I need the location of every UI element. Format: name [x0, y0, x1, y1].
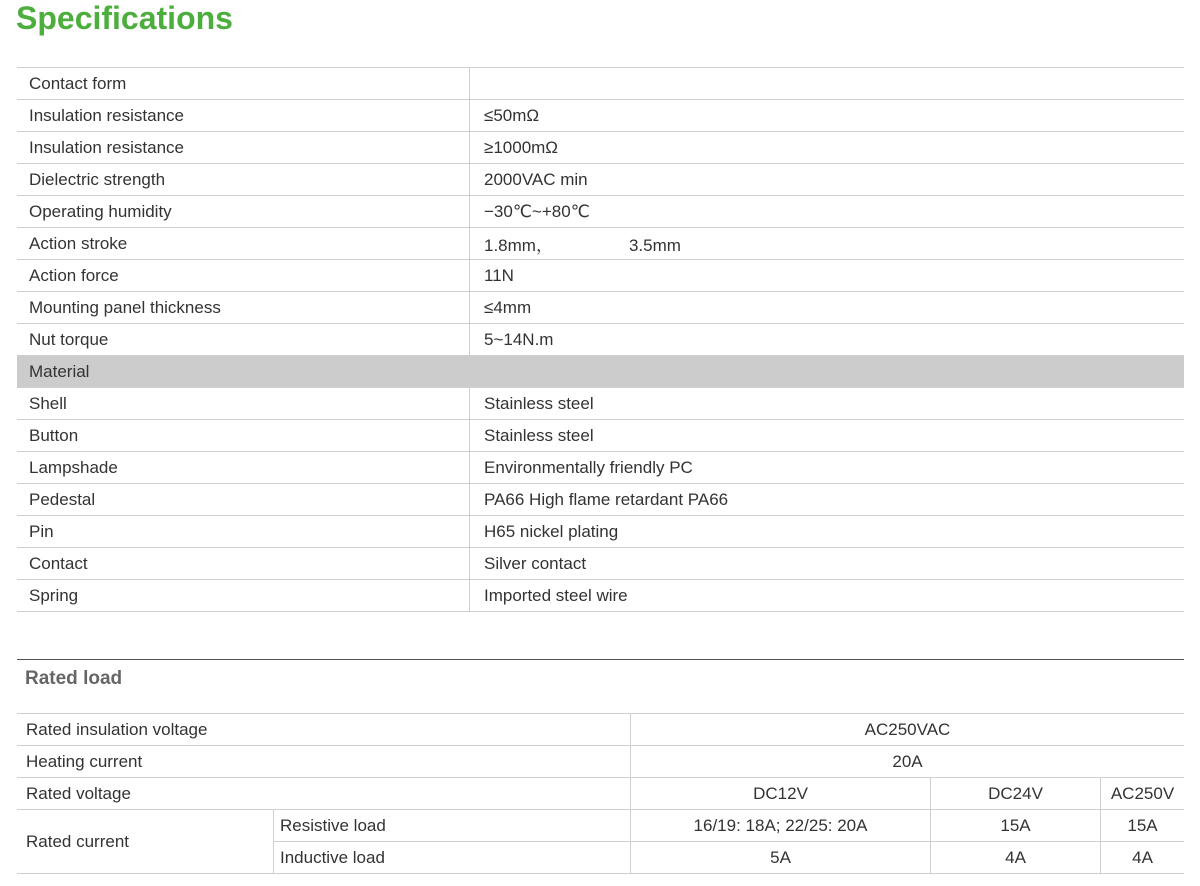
- spec-value: 11N: [470, 260, 1185, 292]
- inductive-load-ac250v: 4A: [1101, 842, 1184, 874]
- material-label: Pin: [17, 516, 470, 548]
- table-row: [17, 388, 1184, 420]
- material-value: Stainless steel: [470, 388, 1185, 420]
- material-label: Lampshade: [17, 452, 470, 484]
- resistive-load-dc24v: 15A: [931, 810, 1101, 842]
- table-row: [17, 714, 1184, 746]
- heating-current-value: 20A: [631, 746, 1184, 778]
- inductive-load-dc12v: 5A: [631, 842, 931, 874]
- spec-value: ≤50mΩ: [470, 100, 1185, 132]
- spec-value: ≤4mm: [470, 292, 1185, 324]
- spec-label: Contact form: [17, 68, 470, 100]
- rated-load-table: [17, 713, 1184, 874]
- material-label: Button: [17, 420, 470, 452]
- table-row: [17, 452, 1184, 484]
- stroke-value-2: 3.5mm: [628, 236, 681, 255]
- resistive-load-label: Resistive load: [274, 810, 631, 842]
- table-row: [17, 196, 1184, 228]
- rated-current-label: Rated current: [17, 810, 274, 874]
- material-value: Environmentally friendly PC: [470, 452, 1185, 484]
- spec-value: −30℃~+80℃: [470, 196, 1185, 228]
- material-section-row: [17, 356, 1184, 388]
- rated-load-title: Rated load: [25, 668, 123, 689]
- table-row: [17, 778, 1184, 810]
- resistive-load-ac250v: 15A: [1101, 810, 1184, 842]
- spec-label: Operating humidity: [17, 196, 470, 228]
- spec-label: Insulation resistance: [17, 132, 470, 164]
- material-header: Material: [17, 356, 1184, 388]
- voltage-dc12v: DC12V: [631, 778, 931, 810]
- rated-voltage-label: Rated voltage: [17, 778, 631, 810]
- voltage-dc24v: DC24V: [931, 778, 1101, 810]
- table-row: [17, 260, 1184, 292]
- table-row: [17, 292, 1184, 324]
- table-row: [17, 548, 1184, 580]
- material-label: Pedestal: [17, 484, 470, 516]
- table-row: [17, 132, 1184, 164]
- table-row: [17, 484, 1184, 516]
- resistive-load-dc12v: 16/19: 18A; 22/25: 20A: [631, 810, 931, 842]
- table-row: [17, 420, 1184, 452]
- rated-load-heading: [17, 659, 1184, 714]
- material-label: Contact: [17, 548, 470, 580]
- voltage-ac250v: AC250V: [1101, 778, 1184, 810]
- spec-value: 2000VAC min: [470, 164, 1185, 196]
- heating-current-label: Heating current: [17, 746, 631, 778]
- page-title: Specifications: [16, 0, 233, 36]
- table-row: [17, 324, 1184, 356]
- spec-label: Insulation resistance: [17, 100, 470, 132]
- spec-value: [470, 228, 1185, 260]
- material-value: Stainless steel: [470, 420, 1185, 452]
- table-row: [17, 164, 1184, 196]
- spec-label: Action force: [17, 260, 470, 292]
- table-row: [17, 516, 1184, 548]
- material-label: Shell: [17, 388, 470, 420]
- table-row: [17, 580, 1184, 612]
- table-row: [17, 100, 1184, 132]
- table-row: [17, 810, 1184, 842]
- rated-insulation-voltage-value: AC250VAC: [631, 714, 1184, 746]
- inductive-load-dc24v: 4A: [931, 842, 1101, 874]
- material-value: Silver contact: [470, 548, 1185, 580]
- material-value: H65 nickel plating: [470, 516, 1185, 548]
- specifications-table: [17, 67, 1184, 612]
- spec-value: 5~14N.m: [470, 324, 1185, 356]
- inductive-load-label: Inductive load: [274, 842, 631, 874]
- table-row: [17, 228, 1184, 260]
- spec-label: Nut torque: [17, 324, 470, 356]
- spec-label: Action stroke: [17, 228, 470, 260]
- spec-label: Mounting panel thickness: [17, 292, 470, 324]
- spec-value: ≥1000mΩ: [470, 132, 1185, 164]
- material-label: Spring: [17, 580, 470, 612]
- spec-value: [470, 68, 1185, 100]
- material-value: PA66 High flame retardant PA66: [470, 484, 1185, 516]
- table-row: [17, 746, 1184, 778]
- material-value: Imported steel wire: [470, 580, 1185, 612]
- spec-label: Dielectric strength: [17, 164, 470, 196]
- table-row: [17, 68, 1184, 100]
- rated-insulation-voltage-label: Rated insulation voltage: [17, 714, 631, 746]
- stroke-value-1: 1.8mm，: [484, 236, 553, 255]
